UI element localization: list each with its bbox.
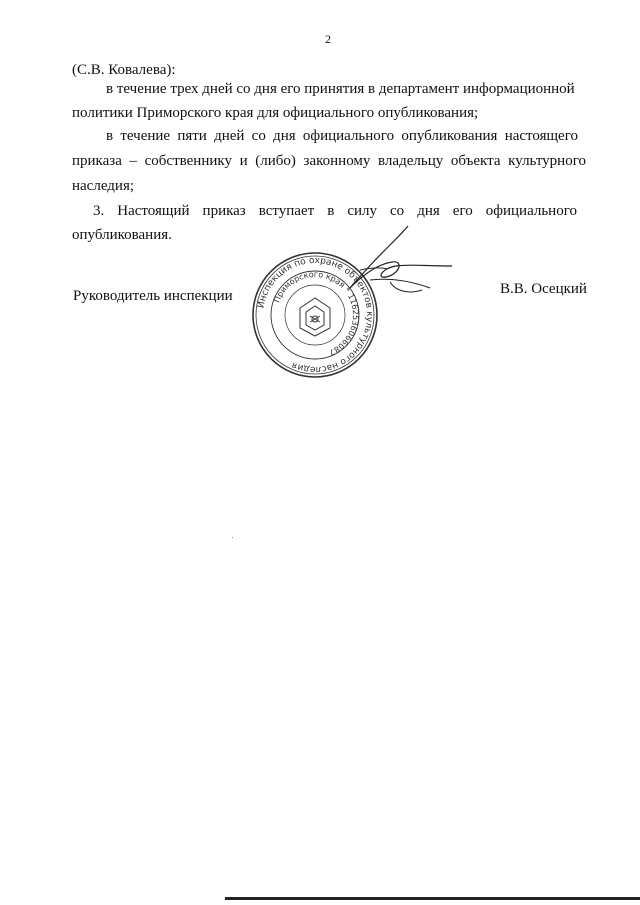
signatory-name: В.В. Осецкий — [500, 281, 587, 297]
paragraph-b-line-2: приказа – собственнику и (либо) законному владельцу объекта культурного — [72, 153, 586, 169]
scan-edge-rule — [225, 897, 640, 900]
signatory-position: Руководитель инспекции — [73, 288, 233, 304]
paragraph-3-line-1: 3. Настоящий приказ вступает в силу со дня его официального — [93, 203, 577, 219]
recipient-line: (С.В. Ковалева): — [72, 62, 176, 78]
paragraph-b-line-3: наследия; — [72, 178, 135, 194]
stamp-outer-text: Инспекция по охране объектов культурного наследия — [256, 255, 375, 375]
stamp-inner-text: Приморского края * 1162536066087 — [272, 269, 361, 357]
stamp-emblem-icon — [300, 298, 330, 336]
handwritten-signature — [330, 222, 465, 302]
paragraph-b-line-1: в течение пяти дней со дня официального опубликования настоящего — [106, 128, 578, 144]
paragraph-a-line-2: политики Приморского края для официального опубликования; — [72, 105, 479, 121]
scan-speck — [232, 537, 233, 538]
page-number: 2 — [325, 32, 331, 46]
paragraph-a-line-1: в течение трех дней со дня его принятия в департамент информационной — [106, 81, 575, 97]
paragraph-3-line-2: опубликования. — [72, 227, 172, 243]
